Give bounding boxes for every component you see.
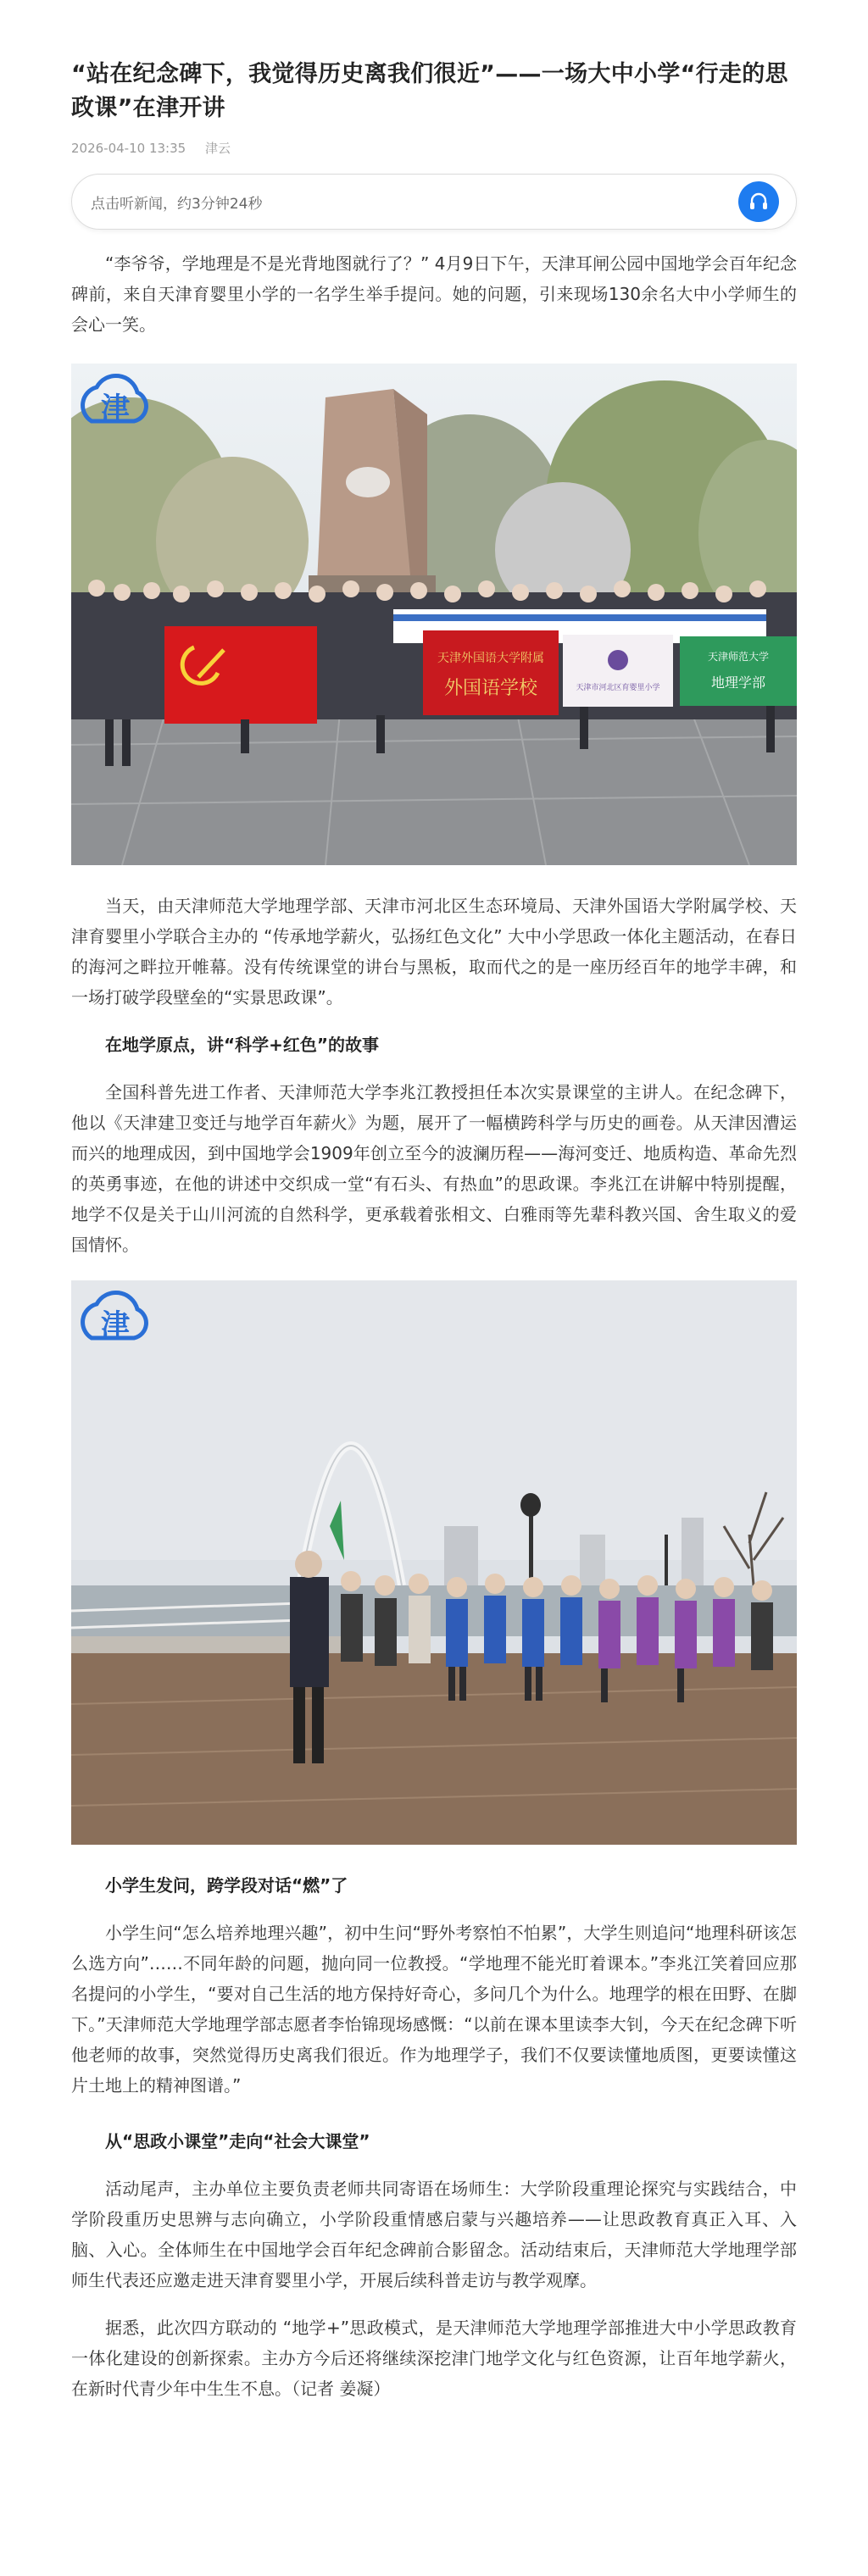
article-title: “站在纪念碑下，我觉得历史离我们很近”——一场大中小学“行走的思政课”在津开讲 bbox=[71, 61, 788, 121]
listen-news-bar[interactable] bbox=[71, 174, 797, 230]
banner-4-text: 天津师范大学 bbox=[707, 651, 770, 663]
banner-2-text: 外国语学校 bbox=[443, 678, 538, 699]
paragraph-3: 全国科普先进工作者、天津师范大学李兆江教授担任本次实景课堂的主讲人。在纪念碑下，他以《天津建卫变迁与地学百年薪火》为题，展开了一幅横跨科学与历史的画卷。从天津因漕运而兴的地理成因，到中国地学会1909年创立至今的波澜历程——海河变迁、地质构造、革命先烈的英勇事迹，在他的讲述中交织成一堂“有石头、有热血”的思政课。李兆江在讲解中特别提醒，地学不仅是关于山川河流的自然科学，更承载着张相文、白雅雨等先辈科教兴国、舍生取义的爱国情怀。 bbox=[71, 1082, 797, 1255]
banner-5-text: 地理学部 bbox=[710, 675, 766, 691]
paragraph-1: “李爷爷，学地理是不是光背地图就行了？” 4月9日下午，天津耳闸公园中国地学会百年纪念碑前，来自天津育婴里小学的一名学生举手提问。她的问题，引来现场130余名大中小学师生的会心一笑。 bbox=[71, 253, 797, 335]
paragraph-5: 活动尾声，主办单位主要负责老师共同寄语在场师生：大学阶段重理论探究与实践结合，中学阶段重历史思辨与志向确立，小学阶段重情感启蒙与兴趣培养——让思政教育真正入耳、入脑、入心。全体师生在中国地学会百年纪念碑前合影留念。活动结束后，天津师范大学地理学部师生代表还应邀走进天津育婴里小学，开展后续科普走访与教学观摩。 bbox=[71, 2179, 797, 2290]
photo-riverside-lecture bbox=[71, 1280, 797, 1845]
section-heading-2: 小学生发问，跨学段对话“燃”了 bbox=[105, 1875, 348, 1896]
paragraph-4: 小学生问“怎么培养地理兴趣”，初中生问“野外考察怕不怕累”，大学生则追问“地理科研该怎么选方向”……不同年龄的问题，抛向同一位教授。“学地理不能光盯着课本。”李兆江笑着回应那名提问的小学生，“要对自己生活的地方保持好奇心，多问几个为什么。地理学的根在田野、在脚下。”天津师范大学地理学部志愿者李怡锦现场感慨：“以前在课本里读李大钊，今天在纪念碑下听他老师的故事，突然觉得历史离我们很近。作为地理学子，我们不仅要读懂地质图，更要读懂这片土地上的精神图谱。” bbox=[71, 1923, 797, 2096]
headphones-icon[interactable] bbox=[738, 181, 779, 222]
photo-monument-group bbox=[71, 364, 797, 865]
jinyun-logo-2 bbox=[75, 1287, 156, 1358]
banner-3-text: 天津市河北区育婴里小学 bbox=[576, 684, 660, 692]
listen-news-text: 点击听新闻，约3分钟24秒 bbox=[91, 195, 263, 213]
article-source: 津云 bbox=[204, 141, 231, 156]
paragraph-6: 据悉，此次四方联动的 “地学+”思政模式，是天津师范大学地理学部推进大中小学思政教育一体化建设的创新探索。主办方今后还将继续深挖津门地学文化与红色资源，让百年地学薪火，在新时代青少年中生生不息。（记者 姜凝） bbox=[71, 2318, 797, 2399]
section-heading-3: 从“思政小课堂”走向“社会大课堂” bbox=[105, 2131, 370, 2151]
banner-1-text: 天津外国语大学附属 bbox=[437, 652, 544, 665]
article-meta bbox=[71, 139, 797, 157]
paragraph-2: 当天，由天津师范大学地理学部、天津市河北区生态环境局、天津外国语大学附属学校、天津育婴里小学联合主办的 “传承地学薪火，弘扬红色文化” 大中小学思政一体化主题活动，在春日的海河之畔拉开帷幕。没有传统课堂的讲台与黑板，取而代之的是一座历经百年的地学丰碑，和一场打破学段壁垒的“实景思政课”。 bbox=[71, 896, 797, 1008]
logo-text-2: 津 bbox=[101, 1308, 130, 1342]
logo-text: 津 bbox=[101, 391, 130, 425]
section-heading-1: 在地学原点，讲“科学+红色”的故事 bbox=[105, 1035, 380, 1055]
publish-date: 2026-04-10 13:35 bbox=[71, 141, 186, 156]
jinyun-logo bbox=[75, 370, 156, 441]
